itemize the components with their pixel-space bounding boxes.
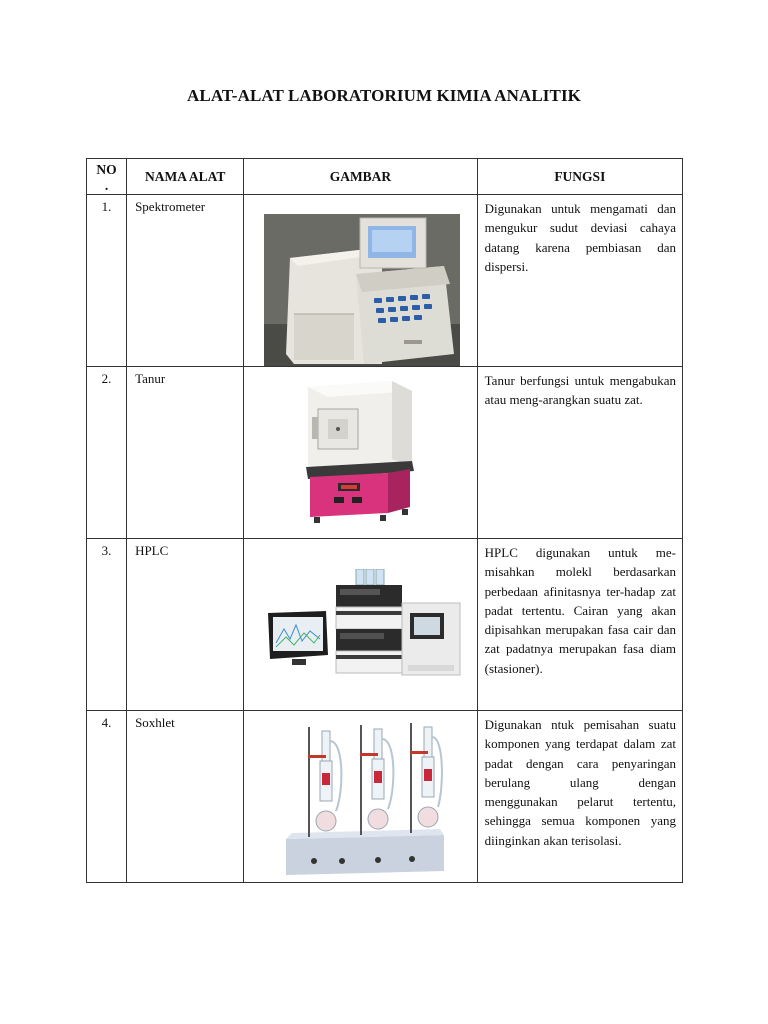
header-name: NAMA ALAT <box>127 159 244 195</box>
header-no: NO . <box>87 159 127 195</box>
table-row <box>87 711 683 883</box>
equipment-picture <box>244 539 477 711</box>
equipment-function: HPLC digunakan untuk me-misahkan molekl berdasarkan perbedaan afinitasnya ter-hadap zat padat tertentu. Cairan yang akan dipisahkan merupakan fasa cair dan zat padatnya merupakan fasa diam (stasioner). <box>477 539 682 711</box>
header-picture: GAMBAR <box>244 159 477 195</box>
equipment-picture <box>244 711 477 883</box>
table-header-row <box>87 159 683 195</box>
furnace-image <box>304 379 416 525</box>
row-number: 2. <box>87 367 127 539</box>
row-number: 1. <box>87 195 127 367</box>
equipment-function: Tanur berfungsi untuk mengabukan atau meng-arangkan suatu zat. <box>477 367 682 539</box>
equipment-table <box>86 158 683 883</box>
table-row <box>87 367 683 539</box>
spectrometer-image <box>264 214 460 366</box>
equipment-name: Tanur <box>127 367 244 539</box>
row-number: 3. <box>87 539 127 711</box>
soxhlet-image <box>284 721 446 877</box>
equipment-name: Spektrometer <box>127 195 244 367</box>
hplc-image <box>264 569 462 679</box>
equipment-name: Soxhlet <box>127 711 244 883</box>
equipment-function: Digunakan ntuk pemisahan suatu komponen yang terdapat dalam zat padat dengan cara penyaringan berulang ulang dengan menggunakan pelarut tertentu, sehingga semua komponen yang diinginkan akan terisolasi. <box>477 711 682 883</box>
equipment-picture <box>244 195 477 367</box>
table-row <box>87 539 683 711</box>
header-function: FUNGSI <box>477 159 682 195</box>
equipment-function: Digunakan untuk mengamati dan mengukur sudut deviasi cahaya datang karena pembiasan dan dispersi. <box>477 195 682 367</box>
equipment-picture <box>244 367 477 539</box>
table-row <box>87 195 683 367</box>
row-number: 4. <box>87 711 127 883</box>
equipment-name: HPLC <box>127 539 244 711</box>
page-title: ALAT-ALAT LABORATORIUM KIMIA ANALITIK <box>187 86 581 105</box>
